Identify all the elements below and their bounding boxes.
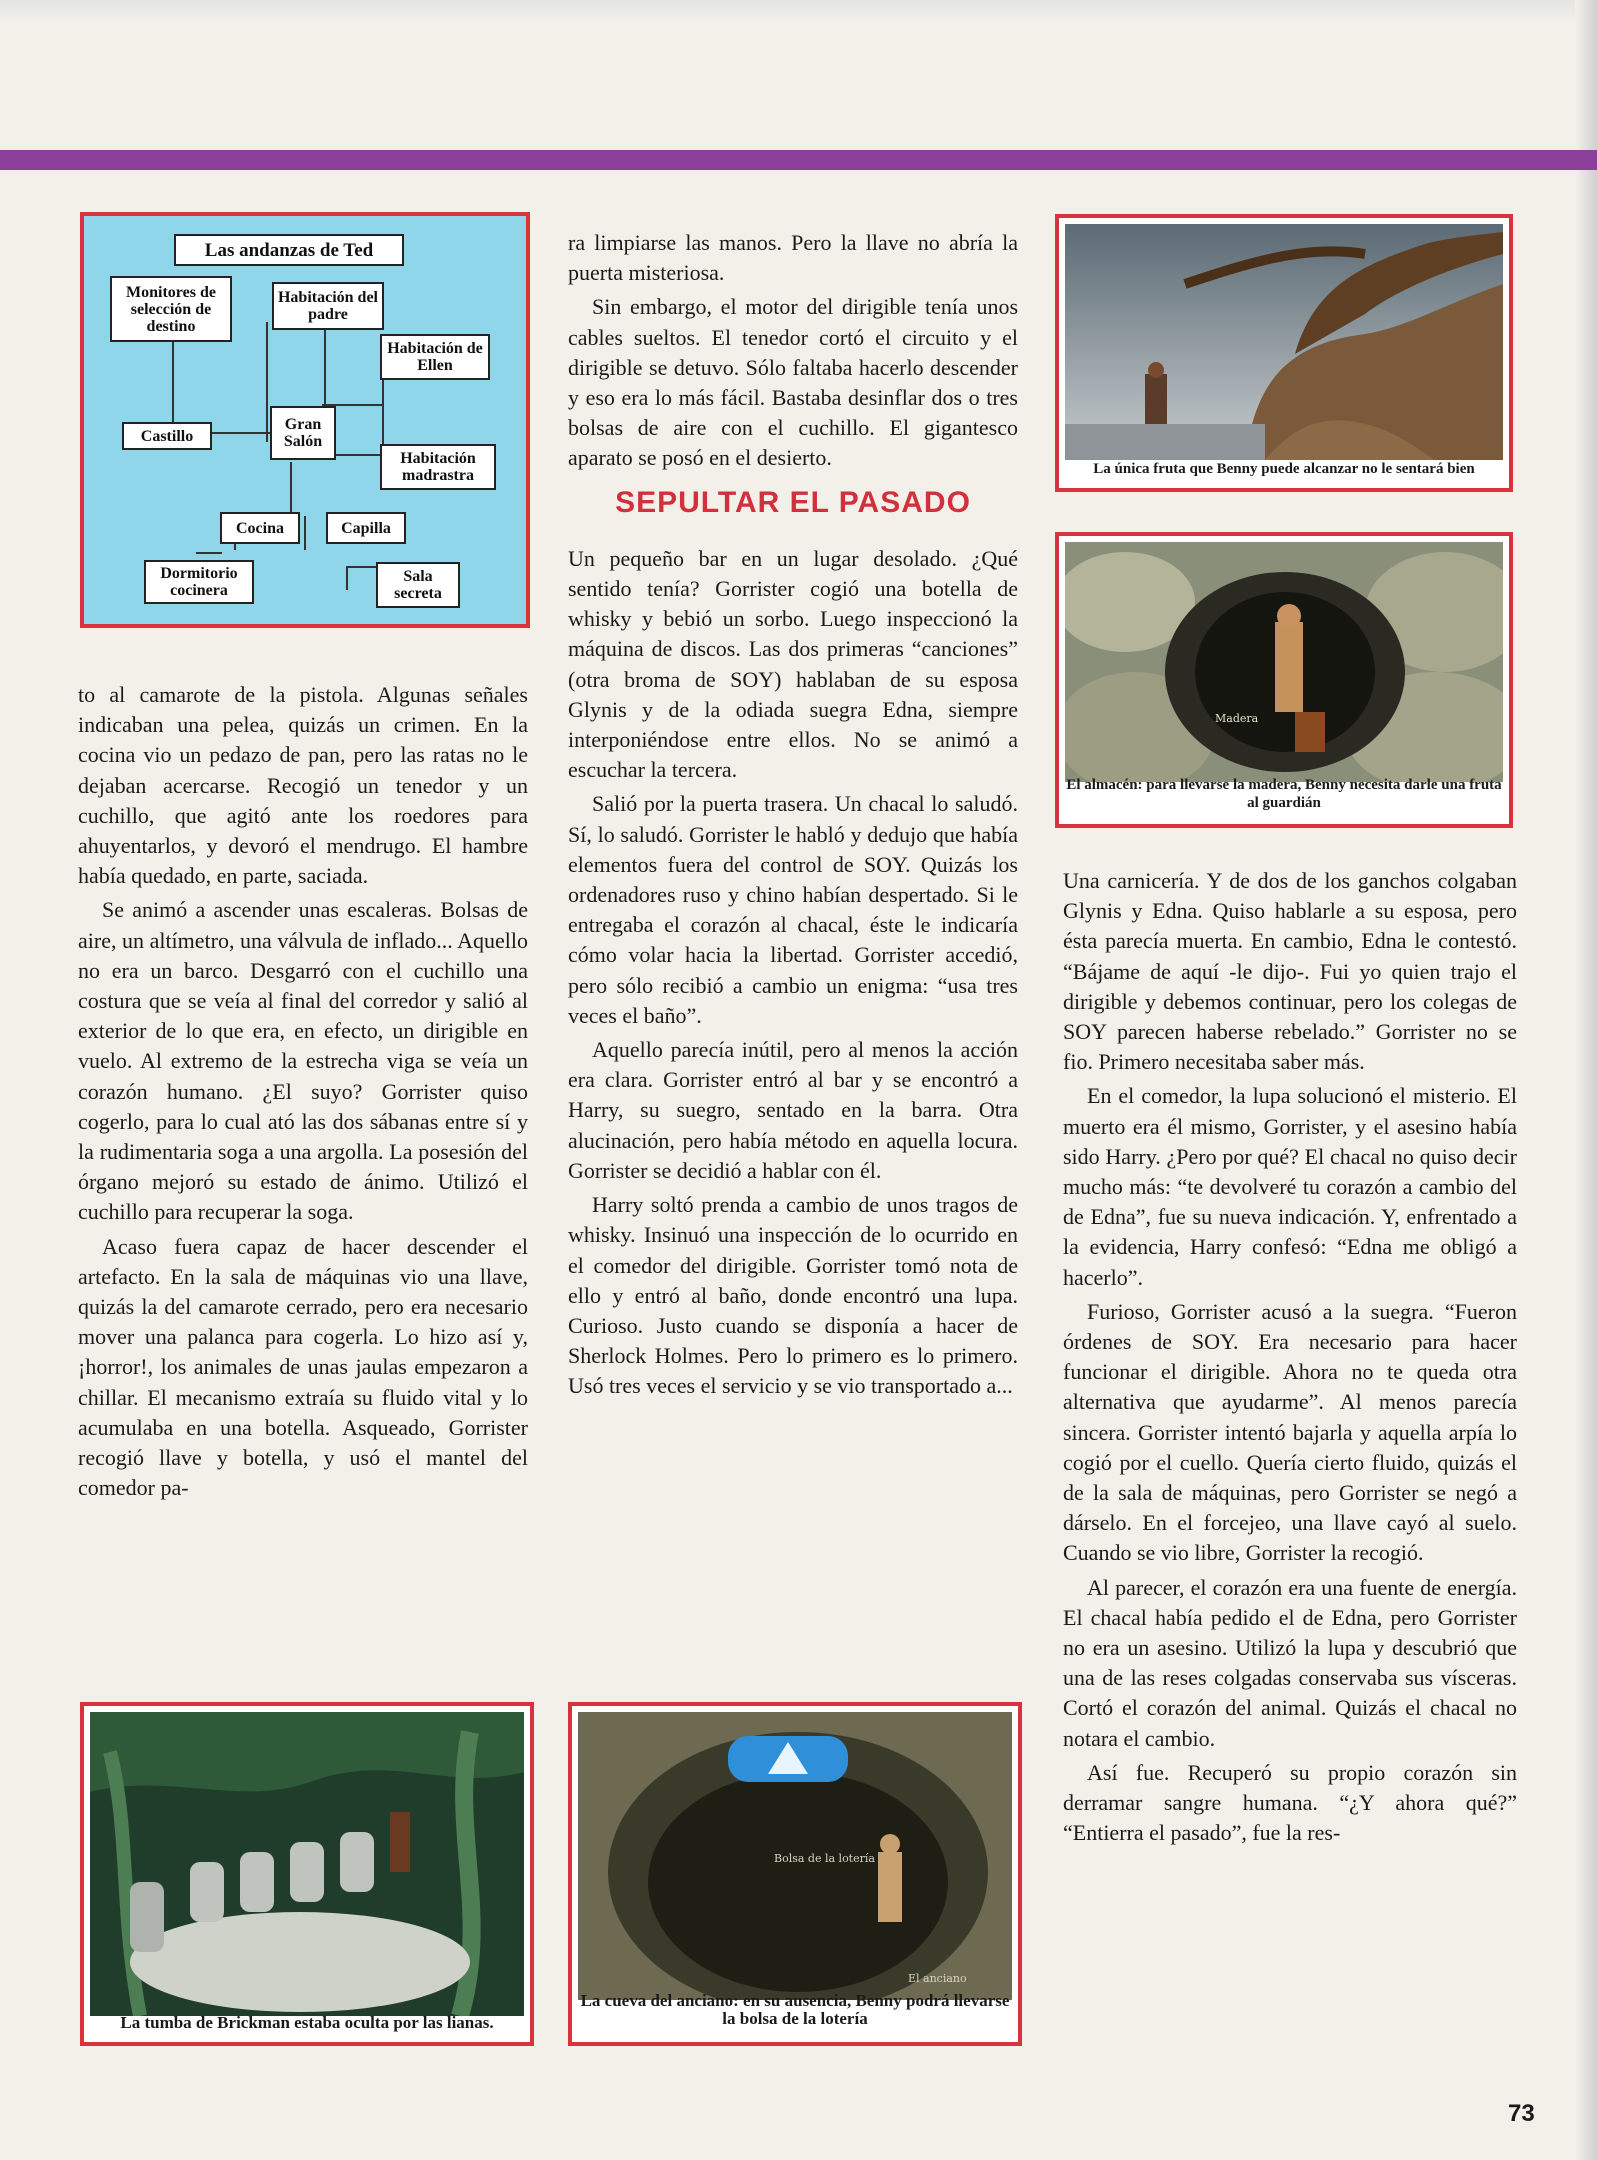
page-number: 73 xyxy=(1508,2100,1535,2127)
node-capilla: Capilla xyxy=(326,512,406,544)
paragraph: Un pequeño bar en un lugar desolado. ¿Qué sentido tenía? Gorrister cogió una botella de whisky y bebió un sorbo. Luego inspeccionó la máquina de discos. Las dos primeras “canciones” (otra broma de SOY) hablaban de su esposa Glynis y de la odiada suegra Edna, siempre interponiéndose entre ellos. No se animó a escuchar la tercera. xyxy=(568,545,1018,783)
node-castillo: Castillo xyxy=(122,422,212,450)
cueva-scene xyxy=(578,1712,1012,2000)
page-binding-shadow xyxy=(1575,0,1597,2160)
article-column-3 xyxy=(1063,866,1517,1849)
header-band xyxy=(0,150,1597,170)
tree-scene xyxy=(1065,224,1503,460)
caption: La tumba de Brickman estaba oculta por las lianas. xyxy=(120,2013,494,2032)
paragraph: Aquello parecía inútil, pero al menos la acción era clara. Gorrister entró al bar y se encontró a Harry, su suegro, sentado en la barra. Otra alucinación, pero había método en aquella locura. Gorrister se decidió a hablar con él. xyxy=(568,1037,1018,1183)
caption: El almacén: para llevarse la madera, Benny necesita darle una fruta al guardián xyxy=(1066,777,1502,811)
paragraph: to al camarote de la pistola. Algunas señales indicaban una pelea, quizás un crimen. En la cocina vio un pedazo de pan, pero las ratas no le dejaban acercarse. Recogió un tenedor y un cuchillo, que agitó ante los roedores para ahuyentarlos, y devoró el mendrugo. El hambre había quedado, en parte, saciada. xyxy=(78,682,528,889)
node-habitacion-ellen: Habitación de Ellen xyxy=(380,334,490,380)
paragraph: Se animó a ascender unas escaleras. Bolsas de aire, un altímetro, una válvula de inflado... Aquello no era un barco. Desgarró con el cuchillo una costura que se veía al final del corredor y salió al exterior de lo que era, en efecto, un dirigible en vuelo. Al extremo de la estrecha viga se veía un corazón humano. ¿El suyo? Gorrister quiso cogerlo, para lo cual ató las dos sábanas entre sí y la rudimentaria soga a una argolla. La posesión del órgano mejoró su estado de ánimo. Utilizó el cuchillo para recuperar la soga. xyxy=(78,897,528,1225)
paragraph: Al parecer, el corazón era una fuente de energía. El chacal había pedido el de Edna, pero Gorrister no era un asesino. Utilizó la lupa y descubrió que una de las reses colgadas conservaba sus vísceras. Cortó el corazón del animal. Quizás el chacal no notara el cambio. xyxy=(1063,1574,1517,1751)
paragraph: Sin embargo, el motor del dirigible tenía unos cables sueltos. El tenedor cortó el circuito y el dirigible se detuvo. Sólo faltaba hacerlo descender y eso era lo más fácil. Bastaba desinflar dos o tres bolsas de aire con el cuchillo. El gigantesco aparato se posó en el desierto. xyxy=(568,294,1018,471)
paragraph: Acaso fuera capaz de hacer descender el artefacto. En la sala de máquinas vio una llave, quizás la del camarote cerrado, pero era necesario mover una palanca para cogerla. Lo hizo así y, ¡horror!, los animales de unas jaulas empezaron a chillar. El mecanismo extraía su fluido vital y lo acumulaba en una botella. Asqueado, Gorrister recogió llave y botella, y usó el mantel del comedor pa- xyxy=(78,1233,528,1501)
node-habitacion-madrastra: Habitación madrastra xyxy=(380,444,496,490)
diagram-line xyxy=(196,552,222,554)
almacen-scene xyxy=(1065,542,1503,782)
paragraph: Así fue. Recuperó su propio corazón sin derramar sangre humana. “¿Y ahora qué?” “Entierra el pasado”, fue la res- xyxy=(1063,1759,1517,1846)
node-monitores: Monitores de selección de destino xyxy=(110,276,232,342)
label-madera: Madera xyxy=(1215,712,1259,725)
label-bolsa: Bolsa de la lotería xyxy=(774,1852,875,1865)
paragraph: ra limpiarse las manos. Pero la llave no abría la puerta misteriosa. xyxy=(568,230,1018,286)
almacen-image xyxy=(1065,542,1503,782)
paragraph: Furioso, Gorrister acusó a la suegra. “Fueron órdenes de SOY. Era necesario para hacer funcionar el dirigible. Ahora no te queda otra alternativa que ayudarme”. Al menos parecía sincera. Gorrister intentó bajarla y aquella arpía lo cogió por el cuello. Quería cierto fluido, quizás el de la sala de máquinas, pero Gorrister se negó a dárselo. En el forcejeo, una llave cayó al suelo. Cuando se vio libre, Gorrister la recogió. xyxy=(1063,1298,1517,1566)
paragraph: Harry soltó prenda a cambio de unos tragos de whisky. Insinuó una inspección de lo ocurrido en el comedor del dirigible. Gorrister tomó nota de ello y entró al baño, donde encontró una lupa. Curioso. Justo cuando se disponía a hacer de Sherlock Holmes. Pero lo primero es lo primero. Usó tres veces el servicio y se vio transportado a... xyxy=(568,1192,1018,1399)
cueva-image xyxy=(578,1712,1012,2000)
diagram-line xyxy=(324,322,326,404)
label-anciano: El anciano xyxy=(908,1972,967,1985)
screenshot-almacen xyxy=(1055,532,1513,828)
screenshot-tree xyxy=(1055,214,1513,492)
flow-diagram xyxy=(80,212,530,628)
top-edge-shadow xyxy=(0,0,1597,22)
diagram-title: Las andanzas de Ted xyxy=(174,234,404,266)
caption: La cueva del anciano: en su ausencia, Benny podrá llevarse la bolsa de la lotería xyxy=(580,1991,1010,2028)
article-column-2 xyxy=(568,228,1018,1402)
node-cocina: Cocina xyxy=(220,512,300,544)
node-gran-salon: Gran Salón xyxy=(270,406,336,460)
tumba-image xyxy=(90,1712,524,2016)
diagram-line xyxy=(304,516,306,550)
tree-image xyxy=(1065,224,1503,460)
paragraph: Salió por la puerta trasera. Un chacal lo saludó. Sí, lo saludó. Gorrister le habló y dedujo que había elementos fuera del control de SOY. Quizás los ordenadores ruso y chino habían despertado. Si le entregaba el corazón al chacal, éste le indicaría cómo volar hacia la libertad. Gorrister accedió, pero sólo recibió a cambio un enigma: “usa tres veces el baño”. xyxy=(568,791,1018,1028)
node-sala-secreta: Sala secreta xyxy=(376,562,460,608)
screenshot-cueva xyxy=(568,1702,1022,2046)
node-dormitorio-cocinera: Dormitorio cocinera xyxy=(144,560,254,604)
diagram-line xyxy=(266,322,268,442)
diagram-line xyxy=(290,462,292,512)
section-heading: SEPULTAR EL PASADO xyxy=(615,485,971,519)
paragraph: Una carnicería. Y de dos de los ganchos colgaban Glynis y Edna. Quiso hablarle a su esposa, pero ésta parecía muerta. En cambio, Edna le contestó. “Bájame de aquí -le dijo-. Fui yo quien trajo el dirigible y debemos continuar, pero los colegas de SOY parecen haberse rebelado.” Gorrister no se fio. Primero necesitaba saber más. xyxy=(1063,868,1517,1075)
tumba-scene xyxy=(90,1712,524,2016)
diagram-line xyxy=(346,566,348,590)
caption: La única fruta que Benny puede alcanzar no le sentará bien xyxy=(1093,461,1475,477)
paragraph: En el comedor, la lupa solucionó el misterio. El muerto era él mismo, Gorrister, y el asesino había sido Harry. ¿Pero por qué? El chacal no quiso decir mucho más: “te devolveré tu corazón a cambio del de Edna”, fue su nueva indicación. Y, enfrentado a la evidencia, Harry confesó: “Edna me obligó a hacerlo”. xyxy=(1063,1083,1517,1290)
screenshot-tumba xyxy=(80,1702,534,2046)
node-habitacion-padre: Habitación del padre xyxy=(272,282,384,330)
article-column-1 xyxy=(78,680,528,1503)
